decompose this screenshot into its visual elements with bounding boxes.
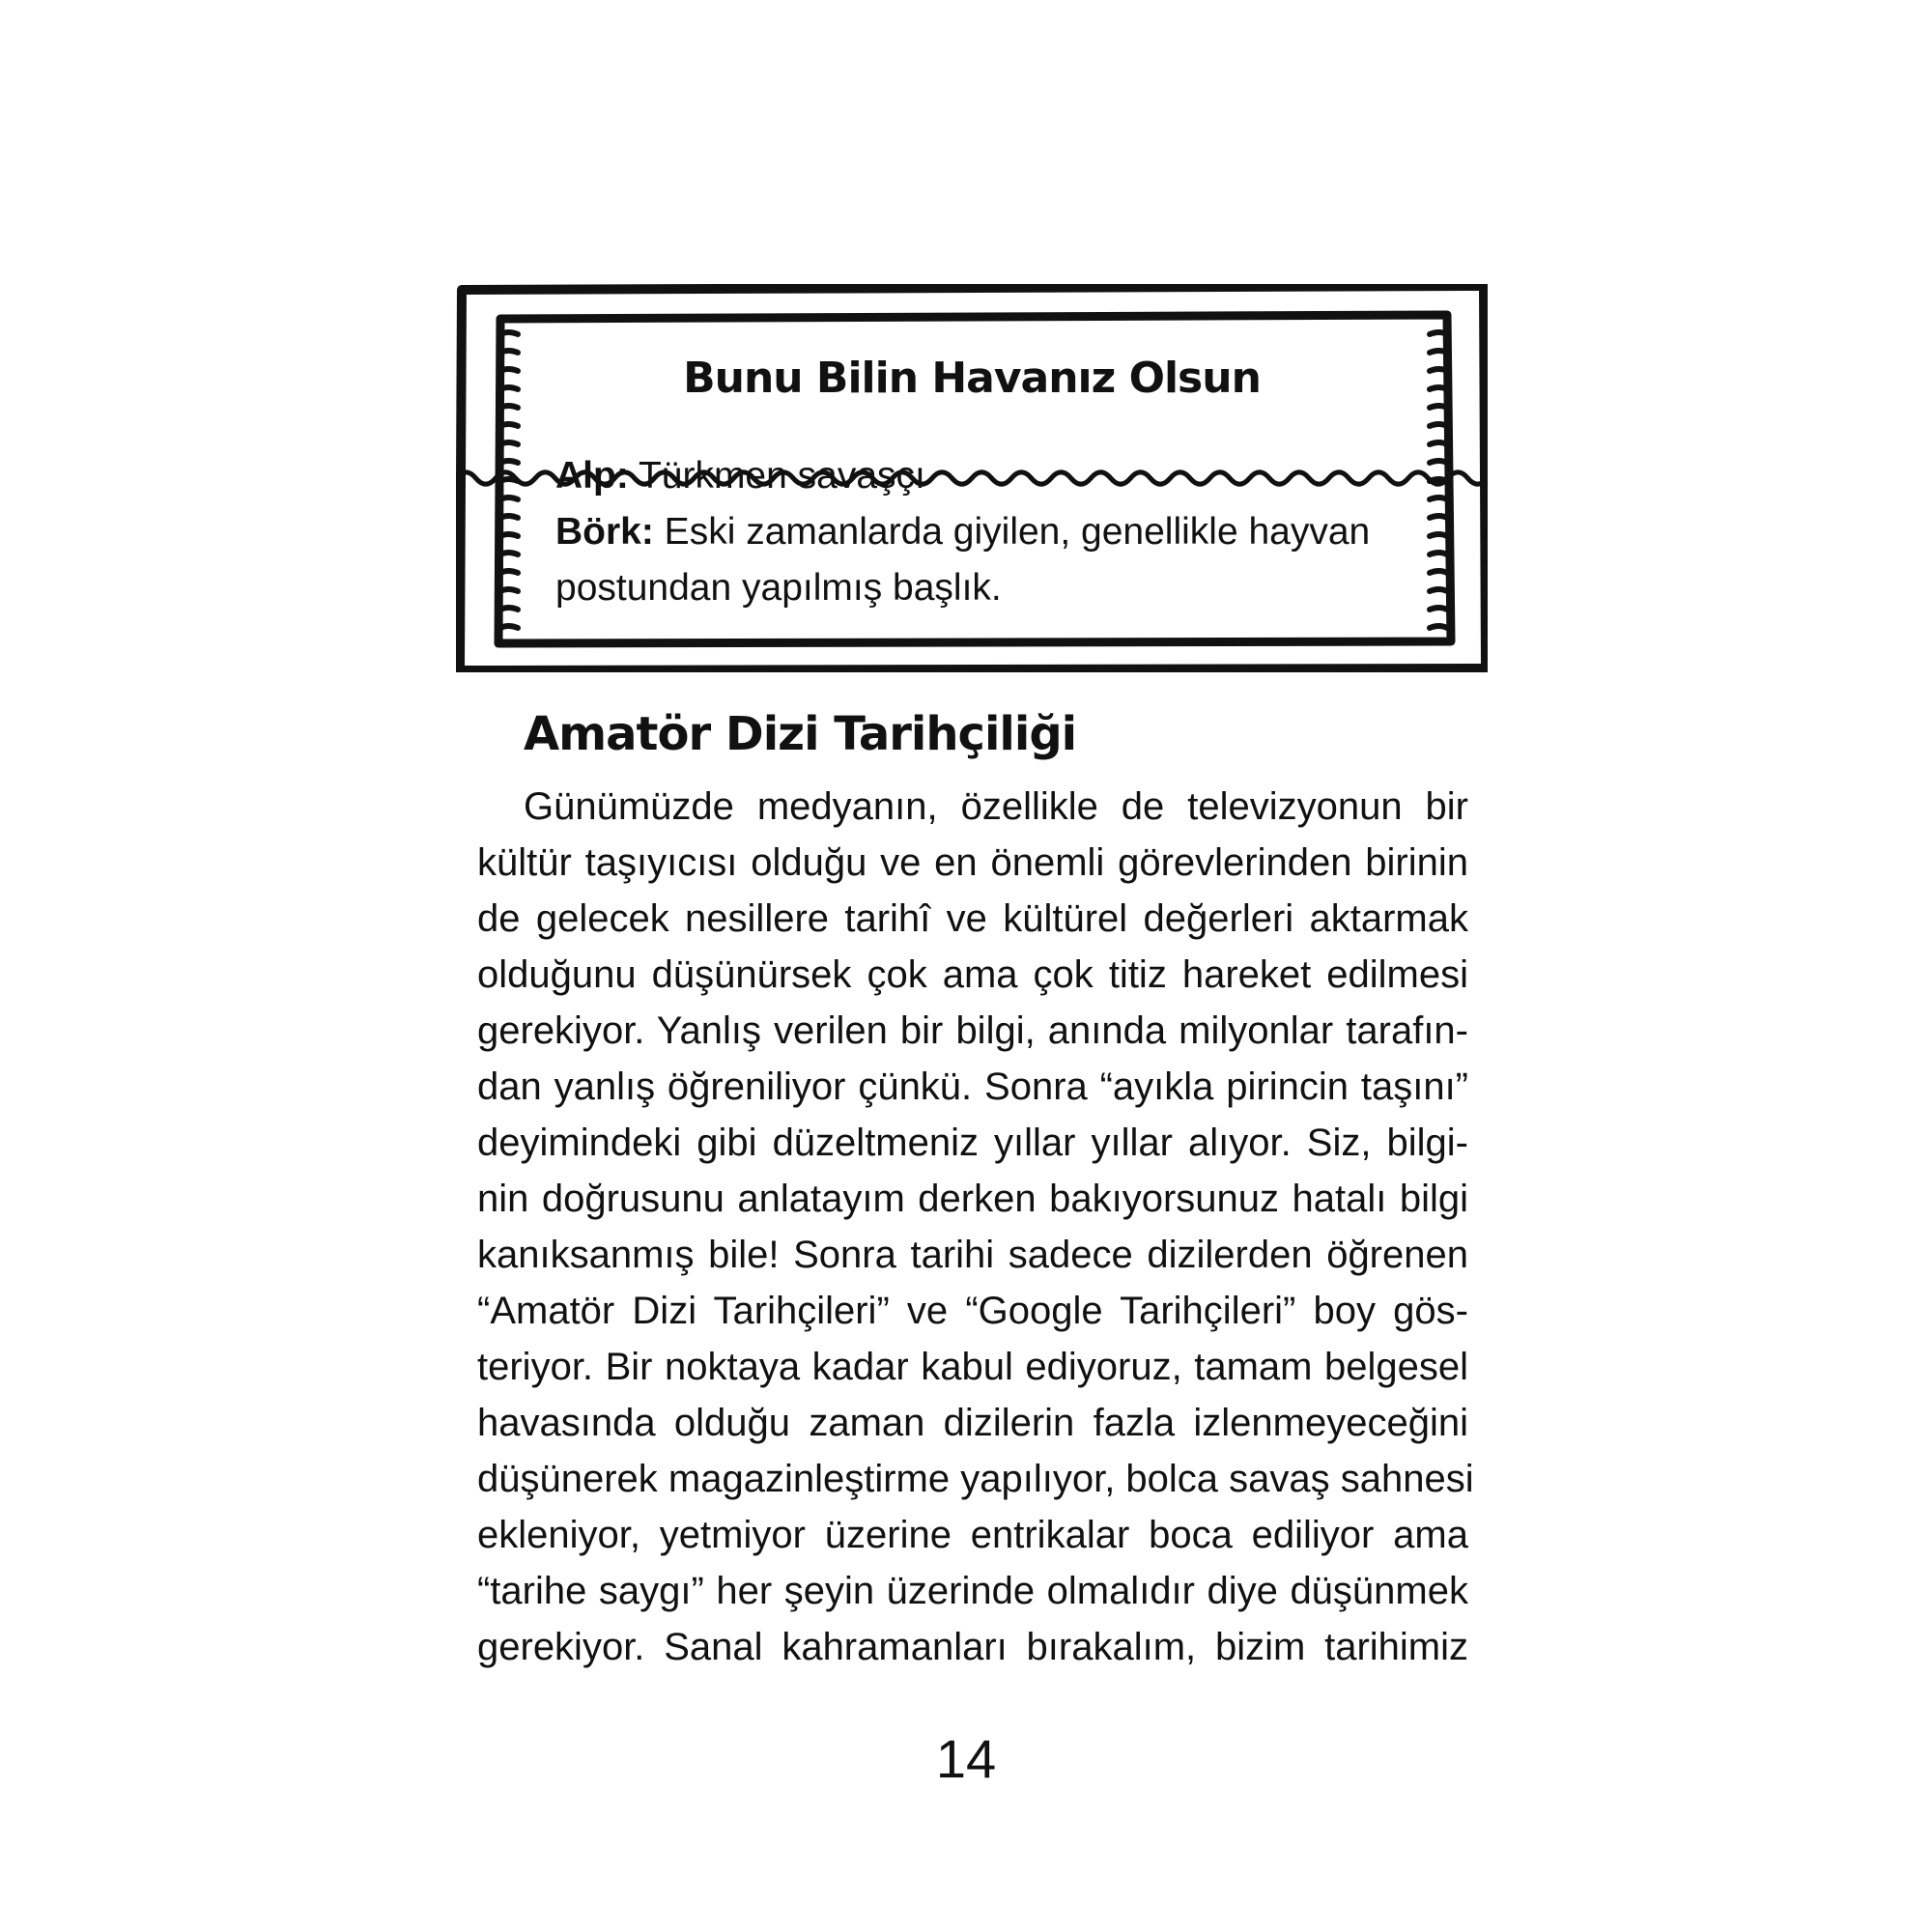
page-number: 14 — [935, 1728, 997, 1789]
text-line: de gelecek nesillere tarihî ve kültürel değerleri aktarmak — [477, 897, 1468, 940]
text-line: deyimindeki gibi düzeltmeniz yıllar yıllar alıyor. Siz, bilgi- — [477, 1122, 1468, 1164]
text-line: gerekiyor. Yanlış verilen bir bilgi, anında milyonlar tarafın- — [477, 1009, 1468, 1052]
text-line: teriyor. Bir noktaya kadar kabul ediyoruz, tamam belgesel — [477, 1346, 1468, 1388]
text-line: kanıksanmış bile! Sonra tarihi sadece dizilerden öğrenen — [477, 1234, 1468, 1276]
definition-term: Börk: — [555, 511, 654, 553]
text-line: “tarihe saygı” her şeyin üzerinde olmalıdır diye düşünmek — [477, 1570, 1468, 1612]
text-line: Günümüzde medyanın, özellikle de televizyonun bir — [524, 785, 1468, 828]
definition-text: Eski zamanlarda giyilen, genellikle hayvan — [653, 511, 1371, 553]
text-line: “Amatör Dizi Tarihçileri” ve “Google Tarihçileri” boy gös- — [477, 1290, 1468, 1332]
definition-term: Alp: — [555, 455, 629, 497]
text-line: düşünerek magazinleştirme yapılıyor, bolca savaş sahnesi — [477, 1458, 1474, 1500]
definition-alp — [555, 448, 1406, 504]
text-line: kültür taşıyıcısı olduğu ve en önemli görevlerinden birinin — [477, 841, 1468, 884]
text-line: dan yanlış öğreniliyor çünkü. Sonra “ayıkla pirincin taşını” — [477, 1065, 1468, 1108]
text-line: olduğunu düşünürsek çok ama çok titiz hareket edilmesi — [477, 953, 1468, 996]
definition-text: postundan yapılmış başlık. — [555, 567, 1002, 609]
definition-bork — [555, 504, 1406, 560]
text-line: nin doğrusunu anlatayım derken bakıyorsunuz hatalı bilgi — [477, 1178, 1468, 1220]
section-heading: Amatör Dizi Tarihçiliği — [524, 707, 1077, 761]
text-line: ekleniyor, yetmiyor üzerine entrikalar boca ediliyor ama — [477, 1514, 1468, 1556]
info-box-title: Bunu Bilin Havanız Olsun — [683, 354, 1261, 403]
text-line: havasında olduğu zaman dizilerin fazla izlenmeyeceğini — [477, 1402, 1468, 1444]
text-line: gerekiyor. Sanal kahramanları bırakalım, bizim tarihimiz — [477, 1626, 1468, 1668]
body-paragraph — [477, 779, 1474, 1675]
info-box — [456, 284, 1488, 672]
definition-text: Türkmen savaşçı — [628, 455, 925, 497]
definition-continuation — [555, 560, 1406, 616]
